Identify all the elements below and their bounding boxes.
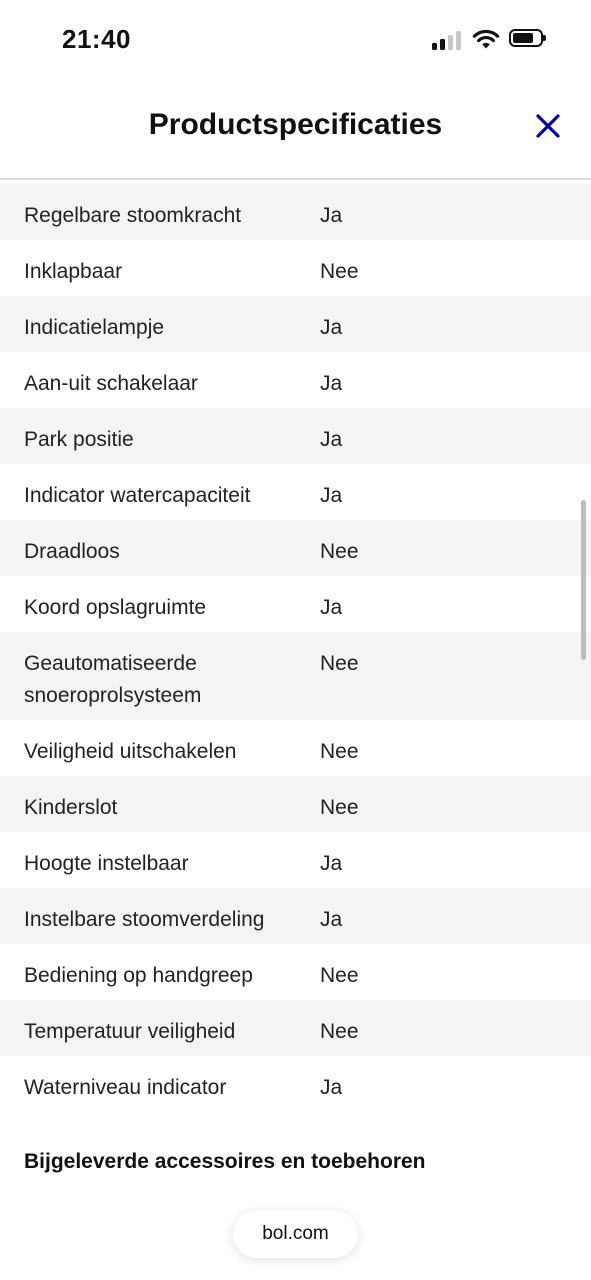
spec-row [0, 776, 591, 832]
section-heading-accessories: Bijgeleverde accessoires en toebehoren [24, 1150, 426, 1173]
spec-row [0, 576, 591, 632]
spec-label: Aan-uit schakelaar [24, 372, 198, 395]
spec-row [0, 720, 591, 776]
spec-row [0, 832, 591, 888]
spec-label: Koord opslagruimte [24, 596, 207, 619]
spec-value: Nee [320, 260, 359, 283]
spec-row [0, 1056, 591, 1112]
spec-row [0, 1000, 591, 1056]
spec-value: Nee [320, 796, 359, 819]
spec-value: Ja [320, 484, 343, 507]
spec-label: Veiligheid uitschakelen [24, 740, 237, 763]
spec-value: Ja [320, 204, 343, 227]
spec-label: Hoogte instelbaar [24, 852, 189, 875]
spec-row [0, 352, 591, 408]
browser-domain-pill[interactable]: bol.com [233, 1210, 358, 1258]
spec-value: Ja [320, 596, 343, 619]
status-bar [0, 0, 591, 80]
spec-label: Inklapbaar [24, 260, 123, 283]
spec-row [0, 296, 591, 352]
spec-label: Bediening op handgreep [24, 964, 253, 987]
spec-label: Draadloos [24, 540, 120, 563]
spec-value: Nee [320, 740, 359, 763]
spec-label: Regelbare stoomkracht [24, 204, 242, 227]
spec-row [0, 184, 591, 240]
spec-label: Instelbare stoomverdeling [24, 908, 265, 931]
spec-label: Waterniveau indicator [24, 1076, 227, 1099]
spec-row [0, 408, 591, 464]
page-title: Productspecificaties [148, 108, 443, 141]
modal-header [0, 80, 591, 180]
spec-label: Indicatielampje [24, 316, 165, 339]
spec-label: Indicator watercapaciteit [24, 484, 251, 507]
spec-row [0, 632, 591, 720]
battery-icon [509, 29, 543, 47]
spec-value: Ja [320, 852, 343, 875]
spec-value: Ja [320, 372, 343, 395]
spec-value: Nee [320, 540, 359, 563]
spec-row [0, 944, 591, 1000]
spec-value: Ja [320, 908, 343, 931]
spec-label: Temperatuur veiligheid [24, 1020, 236, 1043]
status-time: 21:40 [62, 24, 131, 54]
wifi-icon [472, 28, 500, 50]
spec-value: Ja [320, 1076, 343, 1099]
spec-value: Nee [320, 1020, 359, 1043]
spec-value: Ja [320, 316, 343, 339]
spec-row [0, 464, 591, 520]
spec-label: Park positie [24, 428, 134, 451]
spec-value: Ja [320, 428, 343, 451]
spec-value: Nee [320, 964, 359, 987]
spec-label: Kinderslot [24, 796, 118, 819]
cellular-signal-icon [432, 30, 464, 50]
specs-table [0, 184, 591, 1112]
spec-row [0, 888, 591, 944]
close-icon[interactable] [530, 108, 566, 144]
spec-value: Nee [320, 652, 359, 675]
spec-row [0, 520, 591, 576]
spec-row [0, 240, 591, 296]
spec-label: Geautomatiseerde snoeroprolsysteem [24, 652, 202, 707]
scrollbar[interactable] [581, 500, 586, 660]
